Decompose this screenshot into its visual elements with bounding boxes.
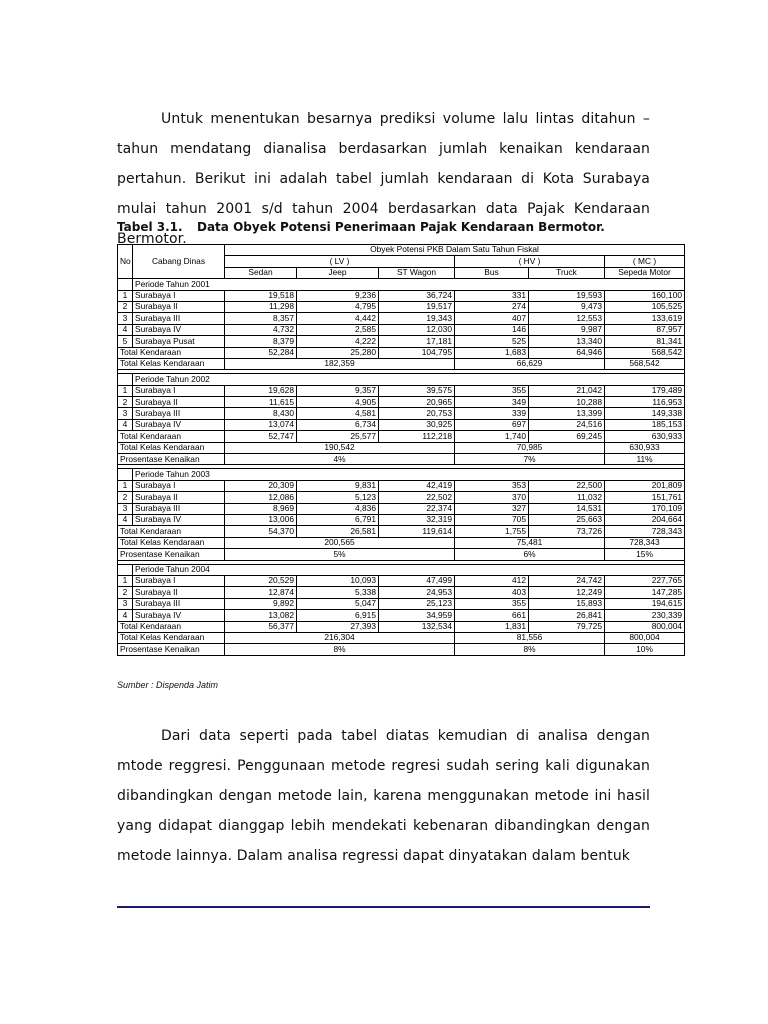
row-value-cell: 105,525: [605, 301, 685, 312]
class-total-hv: 75,481: [455, 537, 605, 548]
class-total-label: Total Kelas Kendaraan: [118, 442, 225, 453]
analysis-paragraph-text: Dari data seperti pada tabel diatas kemudian di analisa dengan mtode reggresi. Penggunaan metode regresi sudah sering kali digunakan dibandingkan dengan metode lain, karena menggunakan metode ini hasil yang didapat dianggap lebih mendekati kebenaran dibandingkan dengan metode lainnya. Dalam analisa regressi dapat dinyatakan dalam bentuk: [117, 728, 650, 864]
table-row: [118, 385, 685, 396]
percentage-hv: 8%: [455, 644, 605, 655]
row-value-cell: 149,338: [605, 408, 685, 419]
row-branch-name: Surabaya IV: [133, 514, 225, 525]
period-row: [118, 279, 685, 290]
row-no: 2: [118, 397, 133, 408]
row-value-cell: 17,181: [379, 336, 455, 347]
row-value-cell: 15,893: [529, 598, 605, 609]
row-value-cell: 81,341: [605, 336, 685, 347]
row-value-cell: 12,030: [379, 324, 455, 335]
row-no: 3: [118, 503, 133, 514]
total-value-cell: 568,542: [605, 347, 685, 358]
header-group-title: Obyek Potensi PKB Dalam Satu Tahun Fiskal: [225, 245, 685, 256]
header-jeep: Jeep: [297, 267, 379, 278]
total-value-cell: 56,377: [225, 621, 297, 632]
class-total-mc: 728,343: [605, 537, 685, 548]
percentage-label: Prosentase Kenaikan: [118, 454, 225, 465]
row-branch-name: Surabaya IV: [133, 419, 225, 430]
row-no: 2: [118, 587, 133, 598]
period-no-cell: [118, 469, 133, 480]
total-label: Total Kendaraan: [118, 347, 225, 358]
row-value-cell: 39,575: [379, 385, 455, 396]
row-value-cell: 4,836: [297, 503, 379, 514]
total-value-cell: 25,280: [297, 347, 379, 358]
header-sedan: Sedan: [225, 267, 297, 278]
total-value-cell: 1,755: [455, 526, 529, 537]
intro-paragraph-text: Untuk menentukan besarnya prediksi volume lalu lintas ditahun – tahun mendatang dianalisa berdasarkan jumlah kenaikan kendaraan pertahun. Berikut ini adalah tabel jumlah kendaraan di Kota Surabaya mulai tahun 2001 s/d tahun 2004 berdasarkan data Pajak Kendaraan Bermotor.: [117, 111, 650, 247]
period-label: Periode Tahun 2003: [133, 469, 685, 480]
row-value-cell: 30,925: [379, 419, 455, 430]
row-value-cell: 4,732: [225, 324, 297, 335]
total-value-cell: 630,933: [605, 431, 685, 442]
total-value-cell: 27,393: [297, 621, 379, 632]
row-value-cell: 204,664: [605, 514, 685, 525]
table-body: [118, 279, 685, 656]
percentage-hv: 6%: [455, 549, 605, 560]
row-branch-name: Surabaya III: [133, 313, 225, 324]
class-total-hv: 66,629: [455, 358, 605, 369]
row-value-cell: 4,905: [297, 397, 379, 408]
table-row: [118, 301, 685, 312]
row-value-cell: 42,419: [379, 480, 455, 491]
row-value-cell: 5,123: [297, 492, 379, 503]
class-total-lv: 216,304: [225, 632, 455, 643]
header-group-hv: ( HV ): [455, 256, 605, 267]
total-value-cell: 1,740: [455, 431, 529, 442]
row-branch-name: Surabaya I: [133, 385, 225, 396]
total-value-cell: 25,577: [297, 431, 379, 442]
row-value-cell: 9,892: [225, 598, 297, 609]
footer-rule: [117, 906, 650, 908]
row-value-cell: 34,959: [379, 610, 455, 621]
total-row: [118, 526, 685, 537]
row-value-cell: 20,529: [225, 575, 297, 586]
table-row: [118, 313, 685, 324]
row-value-cell: 19,593: [529, 290, 605, 301]
row-value-cell: 227,765: [605, 575, 685, 586]
percentage-mc: 10%: [605, 644, 685, 655]
row-no: 3: [118, 408, 133, 419]
row-no: 1: [118, 290, 133, 301]
row-no: 2: [118, 492, 133, 503]
class-total-label: Total Kelas Kendaraan: [118, 537, 225, 548]
row-value-cell: 13,082: [225, 610, 297, 621]
period-row: [118, 564, 685, 575]
row-no: 5: [118, 336, 133, 347]
period-label: Periode Tahun 2002: [133, 374, 685, 385]
percentage-lv: 8%: [225, 644, 455, 655]
row-value-cell: 327: [455, 503, 529, 514]
row-value-cell: 4,581: [297, 408, 379, 419]
vehicle-data-table: [117, 244, 685, 656]
row-value-cell: 20,753: [379, 408, 455, 419]
row-value-cell: 201,809: [605, 480, 685, 491]
row-branch-name: Surabaya IV: [133, 610, 225, 621]
header-sepeda-motor: Sepeda Motor: [605, 267, 685, 278]
row-value-cell: 4,442: [297, 313, 379, 324]
class-total-lv: 200,565: [225, 537, 455, 548]
total-value-cell: 26,581: [297, 526, 379, 537]
class-total-row: [118, 632, 685, 643]
row-value-cell: 87,957: [605, 324, 685, 335]
table-row: [118, 514, 685, 525]
row-value-cell: 13,006: [225, 514, 297, 525]
percentage-label: Prosentase Kenaikan: [118, 549, 225, 560]
period-label: Periode Tahun 2001: [133, 279, 685, 290]
row-value-cell: 25,123: [379, 598, 455, 609]
row-value-cell: 8,357: [225, 313, 297, 324]
period-row: [118, 374, 685, 385]
table-row: [118, 419, 685, 430]
row-value-cell: 11,032: [529, 492, 605, 503]
row-value-cell: 353: [455, 480, 529, 491]
header-cabang-dinas: Cabang Dinas: [133, 245, 225, 279]
row-value-cell: 9,473: [529, 301, 605, 312]
row-value-cell: 22,500: [529, 480, 605, 491]
row-no: 4: [118, 419, 133, 430]
class-total-lv: 190,542: [225, 442, 455, 453]
total-value-cell: 79,725: [529, 621, 605, 632]
row-value-cell: 355: [455, 598, 529, 609]
row-branch-name: Surabaya III: [133, 598, 225, 609]
total-label: Total Kendaraan: [118, 621, 225, 632]
row-value-cell: 116,953: [605, 397, 685, 408]
total-row: [118, 621, 685, 632]
row-no: 1: [118, 480, 133, 491]
row-value-cell: 412: [455, 575, 529, 586]
row-value-cell: 32,319: [379, 514, 455, 525]
class-total-label: Total Kelas Kendaraan: [118, 358, 225, 369]
row-value-cell: 12,086: [225, 492, 297, 503]
row-value-cell: 13,399: [529, 408, 605, 419]
row-value-cell: 147,285: [605, 587, 685, 598]
row-value-cell: 9,987: [529, 324, 605, 335]
row-value-cell: 661: [455, 610, 529, 621]
table-row: [118, 324, 685, 335]
row-value-cell: 20,965: [379, 397, 455, 408]
total-row: [118, 347, 685, 358]
row-branch-name: Surabaya IV: [133, 324, 225, 335]
total-value-cell: 112,218: [379, 431, 455, 442]
row-value-cell: 274: [455, 301, 529, 312]
row-value-cell: 230,339: [605, 610, 685, 621]
row-value-cell: 697: [455, 419, 529, 430]
row-value-cell: 355: [455, 385, 529, 396]
row-value-cell: 20,309: [225, 480, 297, 491]
row-value-cell: 47,499: [379, 575, 455, 586]
total-value-cell: 69,245: [529, 431, 605, 442]
table-row: [118, 587, 685, 598]
row-value-cell: 11,615: [225, 397, 297, 408]
table-row: [118, 598, 685, 609]
total-value-cell: 132,534: [379, 621, 455, 632]
header-bus: Bus: [455, 267, 529, 278]
header-truck: Truck: [529, 267, 605, 278]
header-no: No: [118, 245, 133, 279]
total-value-cell: 64,946: [529, 347, 605, 358]
class-total-mc: 568,542: [605, 358, 685, 369]
table-row: [118, 575, 685, 586]
row-value-cell: 331: [455, 290, 529, 301]
row-value-cell: 5,047: [297, 598, 379, 609]
row-value-cell: 19,628: [225, 385, 297, 396]
row-value-cell: 14,531: [529, 503, 605, 514]
row-value-cell: 36,724: [379, 290, 455, 301]
class-total-hv: 81,556: [455, 632, 605, 643]
row-branch-name: Surabaya Pusat: [133, 336, 225, 347]
row-value-cell: 170,109: [605, 503, 685, 514]
row-value-cell: 24,742: [529, 575, 605, 586]
row-value-cell: 13,340: [529, 336, 605, 347]
row-value-cell: 160,100: [605, 290, 685, 301]
total-value-cell: 1,831: [455, 621, 529, 632]
row-value-cell: 4,795: [297, 301, 379, 312]
row-no: 2: [118, 301, 133, 312]
percentage-label: Prosentase Kenaikan: [118, 644, 225, 655]
row-value-cell: 8,969: [225, 503, 297, 514]
row-value-cell: 151,761: [605, 492, 685, 503]
row-value-cell: 9,357: [297, 385, 379, 396]
row-value-cell: 146: [455, 324, 529, 335]
table-caption-number: Tabel 3.1.: [117, 220, 183, 234]
row-value-cell: 6,734: [297, 419, 379, 430]
row-branch-name: Surabaya III: [133, 503, 225, 514]
total-value-cell: 119,614: [379, 526, 455, 537]
percentage-hv: 7%: [455, 454, 605, 465]
row-value-cell: 10,288: [529, 397, 605, 408]
class-total-row: [118, 358, 685, 369]
row-branch-name: Surabaya III: [133, 408, 225, 419]
total-value-cell: 104,795: [379, 347, 455, 358]
row-branch-name: Surabaya II: [133, 587, 225, 598]
total-value-cell: 54,370: [225, 526, 297, 537]
percentage-lv: 4%: [225, 454, 455, 465]
row-value-cell: 133,619: [605, 313, 685, 324]
row-value-cell: 525: [455, 336, 529, 347]
row-value-cell: 24,953: [379, 587, 455, 598]
row-value-cell: 705: [455, 514, 529, 525]
row-value-cell: 9,236: [297, 290, 379, 301]
period-no-cell: [118, 279, 133, 290]
row-value-cell: 19,518: [225, 290, 297, 301]
class-total-row: [118, 537, 685, 548]
row-value-cell: 349: [455, 397, 529, 408]
header-st-wagon: ST Wagon: [379, 267, 455, 278]
row-value-cell: 6,915: [297, 610, 379, 621]
row-value-cell: 12,249: [529, 587, 605, 598]
row-value-cell: 370: [455, 492, 529, 503]
table-row: [118, 290, 685, 301]
total-label: Total Kendaraan: [118, 526, 225, 537]
row-value-cell: 12,874: [225, 587, 297, 598]
table-row: [118, 408, 685, 419]
row-value-cell: 185,153: [605, 419, 685, 430]
table-row: [118, 397, 685, 408]
percentage-row: [118, 454, 685, 465]
row-value-cell: 25,663: [529, 514, 605, 525]
percentage-lv: 5%: [225, 549, 455, 560]
row-branch-name: Surabaya II: [133, 397, 225, 408]
row-value-cell: 8,430: [225, 408, 297, 419]
row-no: 4: [118, 610, 133, 621]
row-no: 4: [118, 514, 133, 525]
header-group-lv: ( LV ): [225, 256, 455, 267]
row-value-cell: 24,516: [529, 419, 605, 430]
row-value-cell: 19,517: [379, 301, 455, 312]
total-value-cell: 728,343: [605, 526, 685, 537]
row-value-cell: 8,379: [225, 336, 297, 347]
period-label: Periode Tahun 2004: [133, 564, 685, 575]
total-value-cell: 800,004: [605, 621, 685, 632]
class-total-label: Total Kelas Kendaraan: [118, 632, 225, 643]
total-value-cell: 52,747: [225, 431, 297, 442]
period-no-cell: [118, 374, 133, 385]
total-value-cell: 52,284: [225, 347, 297, 358]
percentage-mc: 11%: [605, 454, 685, 465]
row-branch-name: Surabaya I: [133, 480, 225, 491]
row-value-cell: 26,841: [529, 610, 605, 621]
row-no: 4: [118, 324, 133, 335]
header-group-mc: ( MC ): [605, 256, 685, 267]
class-total-row: [118, 442, 685, 453]
row-value-cell: 407: [455, 313, 529, 324]
class-total-mc: 630,933: [605, 442, 685, 453]
row-value-cell: 4,222: [297, 336, 379, 347]
class-total-mc: 800,004: [605, 632, 685, 643]
row-value-cell: 179,489: [605, 385, 685, 396]
table-caption: [117, 220, 677, 234]
table-row: [118, 480, 685, 491]
table-row: [118, 503, 685, 514]
percentage-mc: 15%: [605, 549, 685, 560]
total-row: [118, 431, 685, 442]
row-value-cell: 12,553: [529, 313, 605, 324]
row-value-cell: 19,343: [379, 313, 455, 324]
row-value-cell: 403: [455, 587, 529, 598]
period-no-cell: [118, 564, 133, 575]
row-no: 3: [118, 313, 133, 324]
row-value-cell: 10,093: [297, 575, 379, 586]
row-value-cell: 11,298: [225, 301, 297, 312]
percentage-row: [118, 644, 685, 655]
row-value-cell: 9,831: [297, 480, 379, 491]
table-header: [118, 245, 685, 279]
row-branch-name: Surabaya II: [133, 301, 225, 312]
table-row: [118, 492, 685, 503]
row-value-cell: 5,338: [297, 587, 379, 598]
row-branch-name: Surabaya I: [133, 575, 225, 586]
total-value-cell: 1,683: [455, 347, 529, 358]
row-no: 3: [118, 598, 133, 609]
row-value-cell: 13,074: [225, 419, 297, 430]
percentage-row: [118, 549, 685, 560]
row-value-cell: 6,791: [297, 514, 379, 525]
row-branch-name: Surabaya II: [133, 492, 225, 503]
row-value-cell: 22,374: [379, 503, 455, 514]
total-value-cell: 73,726: [529, 526, 605, 537]
period-row: [118, 469, 685, 480]
table-row: [118, 336, 685, 347]
total-label: Total Kendaraan: [118, 431, 225, 442]
row-branch-name: Surabaya I: [133, 290, 225, 301]
class-total-lv: 182,359: [225, 358, 455, 369]
class-total-hv: 70,985: [455, 442, 605, 453]
row-value-cell: 194,615: [605, 598, 685, 609]
source-note: Sumber : Dispenda Jatim: [117, 680, 219, 690]
row-no: 1: [118, 385, 133, 396]
row-value-cell: 339: [455, 408, 529, 419]
row-value-cell: 21,042: [529, 385, 605, 396]
row-no: 1: [118, 575, 133, 586]
row-value-cell: 22,502: [379, 492, 455, 503]
table-row: [118, 610, 685, 621]
row-value-cell: 2,585: [297, 324, 379, 335]
analysis-paragraph: [117, 721, 650, 871]
table-caption-title: Data Obyek Potensi Penerimaan Pajak Kendaraan Bermotor.: [197, 220, 605, 234]
